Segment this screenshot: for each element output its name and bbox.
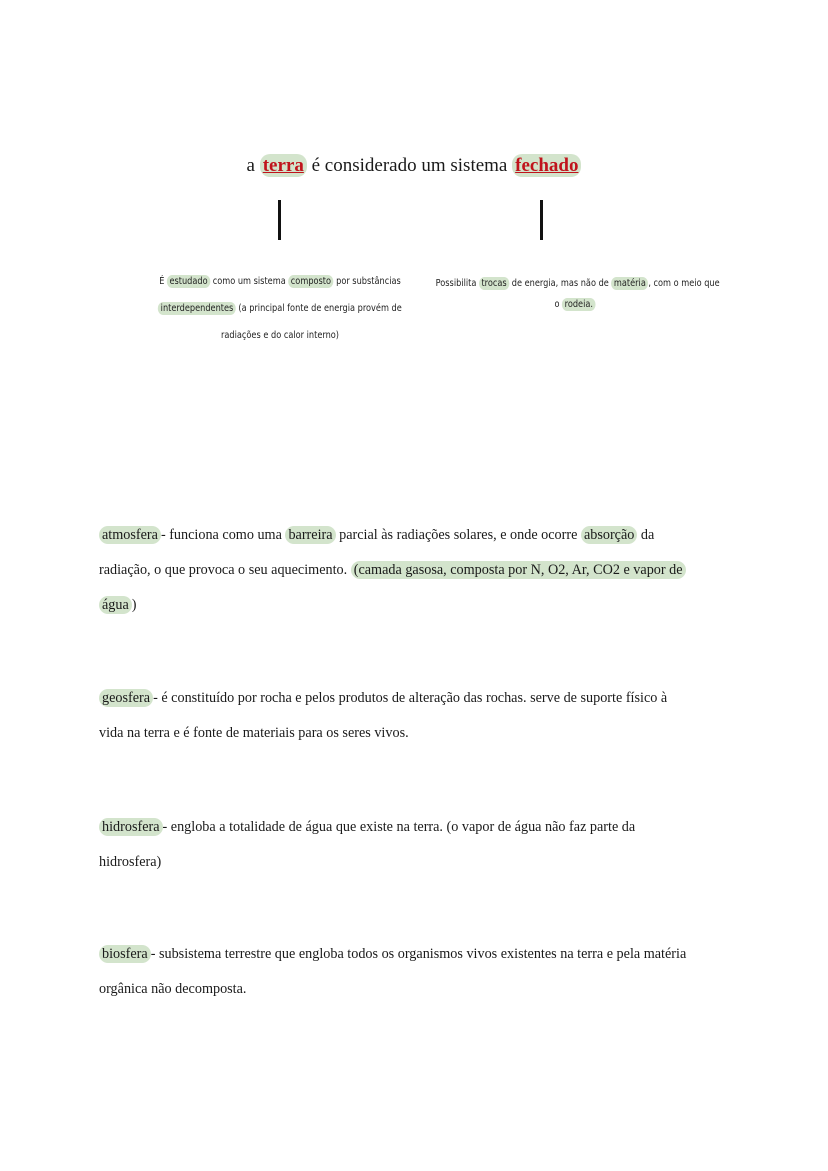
page-title: a terra é considerado um sistema fechado — [0, 155, 828, 177]
connector-line-left — [278, 200, 281, 240]
note-terra-line-1: É estudado como um sistema composto por substâncias — [159, 276, 401, 287]
paragraph-geosfera: geosfera - é constituído por rocha e pelos produtos de alteração das rochas. serve de suporte físico à vida na terra e é fonte de materiais para os seres vivos. — [99, 690, 668, 741]
connector-line-right — [540, 200, 543, 240]
title-keyword-terra: terra — [260, 154, 307, 177]
note-terra-line-3: radiações e do calor interno) — [220, 330, 340, 341]
paragraph-atmosfera: atmosfera - funciona como uma barreira parcial às radiações solares, e onde ocorre absorção da radiação, o que provoca o seu aquecimento. (camada gasosa, composta por N, O2, Ar, CO2 e vapor de água ) — [99, 518, 739, 623]
note-fechado — [435, 273, 720, 315]
term-geosfera: geosfera — [99, 689, 153, 707]
note-terra — [128, 268, 431, 349]
paragraph-biosfera: biosfera - subsistema terrestre que engloba todos os organismos vivos existentes na terra e pela matéria orgânica não decomposta. — [99, 946, 687, 997]
term-atmosfera: atmosfera — [99, 526, 161, 544]
term-hidrosfera: hidrosfera — [99, 818, 163, 836]
note-fechado-line-2: o rodeia. — [436, 294, 715, 315]
term-biosfera: biosfera — [99, 945, 151, 963]
note-fechado-line-1: Possibilita trocas de energia, mas não de matéria , com o meio que — [435, 278, 720, 289]
paragraph-hidrosfera: hidrosfera - engloba a totalidade de água que existe na terra. (o vapor de água não faz parte da hidrosfera) — [99, 819, 636, 870]
note-terra-line-2: interdependentes (a principal fonte de energia provém de — [128, 295, 431, 322]
title-keyword-fechado: fechado — [512, 154, 581, 177]
